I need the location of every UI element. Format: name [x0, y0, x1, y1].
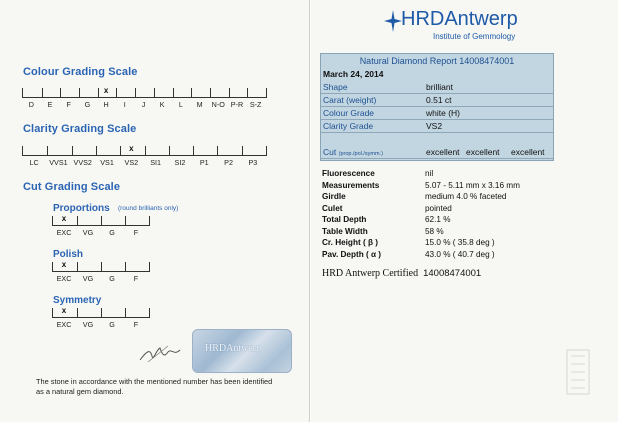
- spec-value: medium 4.0 % faceted: [425, 192, 507, 201]
- colour-scale-label: H: [103, 100, 109, 109]
- clarity-scale-label: VVS1: [49, 158, 68, 167]
- colour-scale-label: P-R: [230, 100, 244, 109]
- colour-scale-label: D: [28, 100, 34, 109]
- colour-scale-label: N-O: [211, 100, 225, 109]
- colour-scale-mark: x: [103, 86, 109, 95]
- symmetry-scale-label: VG: [82, 320, 94, 329]
- hologram-text: HRDAntwerp: [205, 343, 262, 354]
- signature-icon: [138, 342, 182, 366]
- clarity-scale-label: P3: [248, 158, 258, 167]
- polish-scale-label: F: [133, 274, 139, 283]
- colour-scale-line: [22, 88, 267, 98]
- report-row: [321, 107, 553, 120]
- hrd-star-logo-icon: [384, 10, 402, 32]
- proportions-scale-label: EXC: [56, 228, 72, 237]
- clarity-scale-label: VS2: [124, 158, 139, 167]
- colour-scale-label: S-Z: [249, 100, 262, 109]
- polish-title: Polish: [53, 249, 84, 260]
- clarity-scale-line: [22, 146, 267, 156]
- clarity-scale-label: P2: [224, 158, 233, 167]
- spec-label: Fluorescence: [322, 169, 375, 178]
- clarity-scale-title: Clarity Grading Scale: [23, 123, 137, 135]
- report-row: [321, 94, 553, 107]
- symmetry-scale-label: EXC: [56, 320, 72, 329]
- spec-label: Girdle: [322, 192, 346, 201]
- certified-line: HRD Antwerp Certified 14008474001: [322, 268, 482, 279]
- polish-scale-label: G: [109, 274, 115, 283]
- proportions-scale-label: G: [109, 228, 115, 237]
- report-row-label: Shape: [323, 82, 348, 92]
- spec-label: Culet: [322, 203, 343, 213]
- clarity-scale-label: LC: [29, 158, 39, 167]
- colour-scale-label: L: [178, 100, 183, 109]
- report-panel: [320, 53, 554, 161]
- watermark-icon: [565, 348, 591, 396]
- polish-scale-label: VG: [82, 274, 94, 283]
- clarity-scale-label: VVS2: [73, 158, 92, 167]
- report-date: March 24, 2014: [323, 69, 384, 79]
- report-row-label: Carat (weight): [323, 95, 377, 105]
- spec-label: Table Width: [322, 226, 368, 236]
- spec-value: 62.1 %: [425, 215, 451, 224]
- clarity-scale-label: P1: [199, 158, 209, 167]
- clarity-scale-label: VS1: [100, 158, 114, 167]
- hologram-seal: [192, 329, 292, 373]
- report-row-label: Colour Grade: [323, 108, 375, 118]
- spec-label: Measurements: [322, 180, 380, 190]
- proportions-scale-label: VG: [82, 228, 94, 237]
- report-row-value: 0.51 ct: [426, 95, 452, 105]
- polish-scale-line: [52, 262, 150, 272]
- report-row: [321, 120, 553, 133]
- spec-value: 43.0 % ( 40.7 deg ): [425, 249, 495, 259]
- report-row-value: brilliant: [426, 82, 453, 92]
- colour-scale-label: M: [196, 100, 203, 109]
- colour-scale-label: E: [47, 100, 53, 109]
- colour-scale-label: F: [66, 100, 71, 109]
- spec-value: 5.07 - 5.11 mm x 3.16 mm: [425, 180, 520, 190]
- report-row-value: VS2: [426, 121, 443, 131]
- cut-scale-title: Cut Grading Scale: [23, 181, 121, 193]
- proportions-note: (round brilliants only): [118, 205, 179, 212]
- spec-label: Cr. Height ( β ): [322, 238, 378, 247]
- spec-value: 15.0 % ( 35.8 deg ): [425, 238, 495, 247]
- colour-scale-label: K: [159, 100, 165, 109]
- clarity-scale-label: SI1: [150, 158, 162, 167]
- spec-value: 58 %: [425, 226, 444, 236]
- spec-label: Pav. Depth ( α ): [322, 249, 382, 259]
- colour-scale-label: J: [141, 100, 146, 109]
- proportions-scale-mark: x: [61, 214, 67, 223]
- proportions-scale-label: F: [133, 228, 139, 237]
- report-title: Natural Diamond Report 14008474001: [359, 56, 515, 66]
- logo-name: HRDAntwerp: [401, 8, 518, 30]
- logo-subtitle: Institute of Gemmology: [433, 32, 516, 41]
- colour-scale-label: I: [123, 100, 126, 109]
- symmetry-title: Symmetry: [53, 295, 102, 306]
- clarity-scale-mark: x: [129, 144, 134, 153]
- colour-scale-label: G: [84, 100, 91, 109]
- clarity-scale-label: SI2: [174, 158, 186, 167]
- proportions-title: Proportions: [53, 203, 110, 214]
- report-row: [321, 81, 553, 94]
- symmetry-scale-mark: x: [61, 306, 67, 315]
- polish-scale-mark: x: [61, 260, 67, 269]
- symmetry-scale-label: F: [133, 320, 139, 329]
- polish-scale-label: EXC: [56, 274, 72, 283]
- colour-scale-title: Colour Grading Scale: [23, 66, 138, 78]
- report-row-label: Clarity Grade: [323, 121, 374, 131]
- symmetry-scale-label: G: [109, 320, 115, 329]
- identification-note: The stone in accordance with the mentioned number has been identified as a natural gem diamond.: [36, 377, 273, 396]
- symmetry-scale-line: [52, 308, 150, 318]
- spec-label: Total Depth: [322, 215, 367, 224]
- spec-value: nil: [425, 169, 434, 178]
- proportions-scale-line: [52, 216, 150, 226]
- report-row-cut: Cut (prop./pol./symm.) excellent excellent excellent: [321, 146, 553, 159]
- spec-value: pointed: [425, 203, 452, 213]
- report-row-value: white (H): [426, 108, 461, 118]
